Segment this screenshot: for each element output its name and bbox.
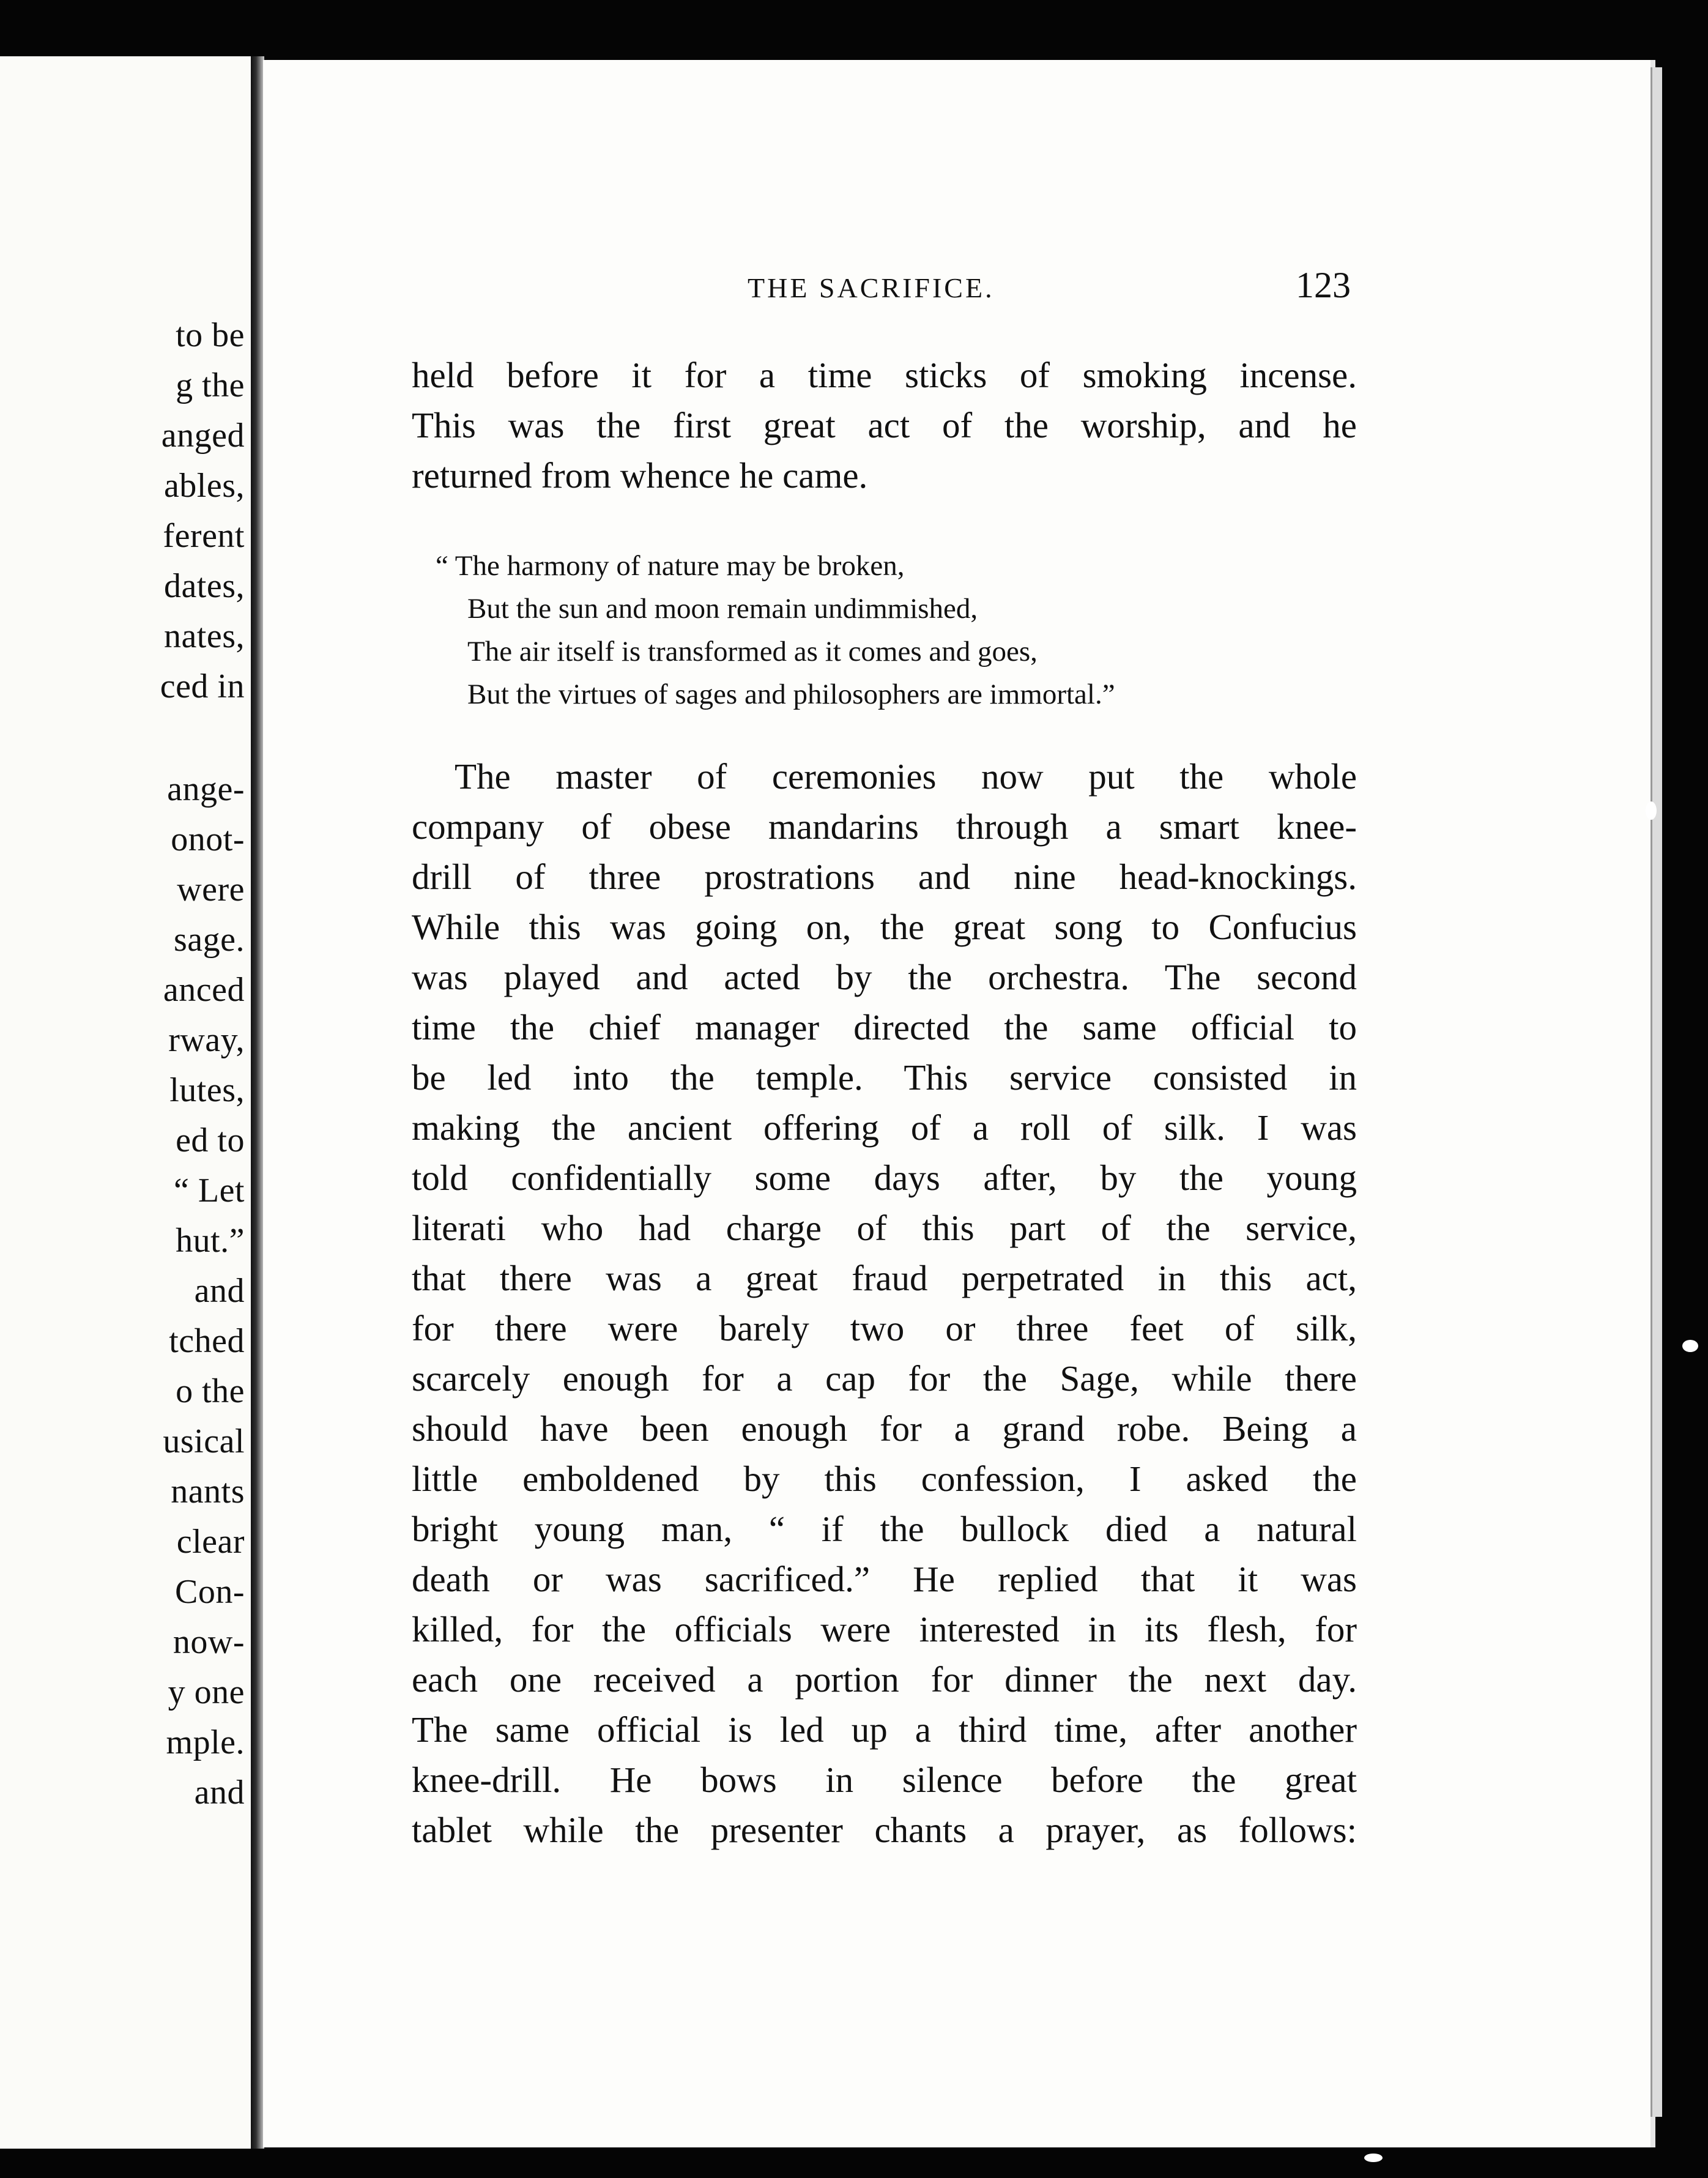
text-line: This was the first great act of the worship, and he — [412, 405, 1357, 445]
left-page-text-fragment: g the — [176, 366, 245, 404]
scan-speck — [1364, 2154, 1383, 2162]
text-line: little emboldened by this confession, I asked the — [412, 1459, 1357, 1499]
left-page-text-fragment: ed to — [176, 1121, 245, 1159]
text-line: While this was going on, the great song to Confucius — [412, 907, 1357, 947]
left-page-text-fragment: anged — [161, 417, 245, 455]
text-line: bright young man, “ if the bullock died a natural — [412, 1509, 1357, 1549]
left-page-text-fragment: mple. — [166, 1723, 245, 1761]
left-page-text-fragment: ange- — [167, 770, 245, 808]
text-line: drill of three prostrations and nine head-knockings. — [412, 857, 1357, 897]
left-page-text-fragment: and — [194, 1774, 245, 1812]
text-line: returned from whence he came. — [412, 455, 868, 496]
left-page-text-fragment: hut.” — [176, 1222, 245, 1260]
text-line: time the chief manager directed the same official to — [412, 1007, 1357, 1047]
verse-quote — [436, 544, 1115, 716]
scan-speck — [1646, 801, 1657, 820]
left-page-text-fragment: ables, — [163, 467, 245, 505]
text-line: The master of ceremonies now put the whole — [455, 756, 1357, 797]
text-line: that there was a great fraud perpetrated in this act, — [412, 1258, 1357, 1298]
left-page-text-fragment: and — [194, 1272, 245, 1310]
left-page-text-fragment: o the — [176, 1372, 245, 1410]
verse-line: But the sun and moon remain undimmished, — [467, 593, 978, 625]
running-head: THE SACRIFICE. — [748, 272, 995, 303]
left-page-text-fragment: now- — [173, 1623, 245, 1661]
text-line: for there were barely two or three feet of silk, — [412, 1308, 1357, 1348]
text-line: held before it for a time sticks of smoking incense. — [412, 355, 1357, 395]
left-page-text-fragment: “ Let — [174, 1172, 245, 1210]
left-page-text-fragment: y one — [168, 1673, 245, 1711]
paragraph-1 — [412, 350, 1357, 500]
verse-line: But the virtues of sages and philosophers are immortal.” — [467, 678, 1115, 710]
left-page-text-fragment: onot- — [171, 820, 245, 858]
text-line: knee-drill. He bows in silence before the great — [412, 1760, 1357, 1800]
left-page-text-fragment: anced — [163, 971, 245, 1009]
left-page-text-fragment: nates, — [163, 617, 245, 655]
text-line: told confidentially some days after, by the young — [412, 1158, 1357, 1198]
left-page-text-fragment: usical — [163, 1422, 245, 1460]
scan-speck — [1682, 1340, 1698, 1352]
text-line: tablet while the presenter chants a prayer, as follows: — [412, 1810, 1357, 1850]
left-page-text-fragment: ced in — [160, 667, 245, 705]
left-page-text-fragment: tched — [169, 1322, 245, 1360]
left-page-text-fragment: ferent — [163, 517, 245, 555]
book-gutter — [251, 56, 264, 2149]
verse-line: “ The harmony of nature may be broken, — [436, 550, 905, 582]
text-line: was played and acted by the orchestra. The second — [412, 957, 1357, 997]
left-facing-page — [0, 56, 254, 2149]
left-page-text-fragment: lutes, — [169, 1071, 245, 1109]
left-page-text-fragment: clear — [176, 1523, 245, 1561]
page-edge — [1650, 67, 1662, 2117]
left-page-text-fragment: to be — [176, 316, 245, 354]
text-line: scarcely enough for a cap for the Sage, while there — [412, 1358, 1357, 1399]
text-line: death or was sacrificed.” He replied that it was — [412, 1559, 1357, 1599]
page-number: 123 — [1296, 265, 1351, 305]
text-line: each one received a portion for dinner the next day. — [412, 1659, 1357, 1700]
left-page-text-fragment: nants — [171, 1473, 245, 1511]
left-page-text-fragment: rway, — [168, 1021, 245, 1059]
text-line: making the ancient offering of a roll of silk. I was — [412, 1107, 1357, 1148]
left-page-text-fragment: dates, — [163, 567, 245, 605]
text-line: killed, for the officials were interested in its flesh, for — [412, 1609, 1357, 1649]
left-page-text-fragment: sage. — [173, 921, 245, 959]
text-line: company of obese mandarins through a smart knee- — [412, 806, 1357, 847]
paragraph-2 — [412, 751, 1357, 1855]
text-line: should have been enough for a grand robe. Being a — [412, 1408, 1357, 1449]
left-page-text-fragment: Con- — [175, 1573, 245, 1611]
verse-line: The air itself is transformed as it comes and goes, — [467, 636, 1038, 667]
text-line: be led into the temple. This service consisted in — [412, 1057, 1357, 1098]
text-line: literati who had charge of this part of the service, — [412, 1208, 1357, 1248]
text-line: The same official is led up a third time, after another — [412, 1709, 1357, 1750]
left-page-text-fragment: were — [177, 871, 245, 909]
